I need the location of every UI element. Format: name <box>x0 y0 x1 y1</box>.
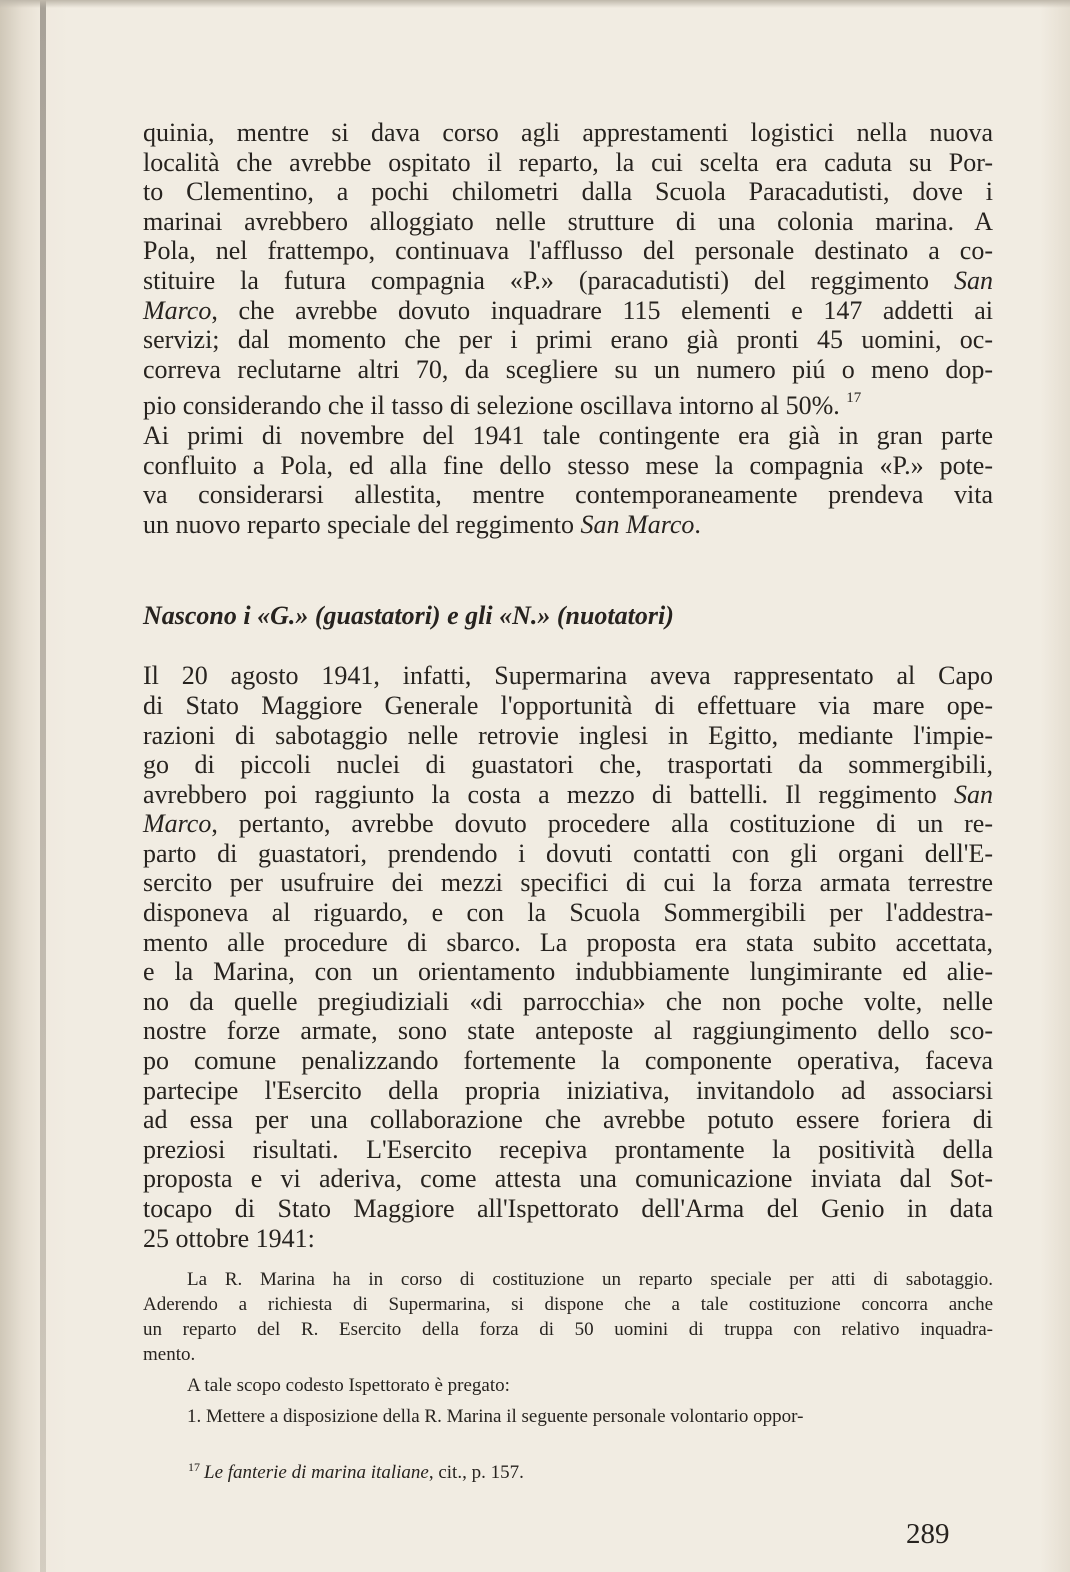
text-line: Pola, nel frattempo, continuava l'afflusso del personale destinato a co- <box>143 236 993 266</box>
text-line: pio considerando che il tasso di selezione oscillava intorno al 50%. <box>143 391 840 421</box>
page-number: 289 <box>906 1518 950 1550</box>
text-line: mento alle procedure di sbarco. La proposta era stata subito accettata, <box>143 927 993 957</box>
text-line: correva reclutarne altri 70, da scegliere su un numero piú o meno dop- <box>143 354 993 384</box>
text-line: marinai avrebbero alloggiato nelle strutture di una colonia marina. A <box>143 206 993 236</box>
text-line: va considerarsi allestita, mentre contemporaneamente prendeva vita <box>143 480 993 510</box>
paragraph-2 <box>143 661 993 1253</box>
page-top-edge <box>0 0 1070 8</box>
text-line: servizi; dal momento che per i primi erano già pronti 45 uomini, oc- <box>143 325 993 355</box>
text-line: sercito per usufruire dei mezzi specifici di cui la forza armata terrestre <box>143 868 993 898</box>
footnote-title: Le fanterie di marina italiane <box>204 1462 429 1483</box>
quote-line: mento. <box>143 1344 196 1366</box>
quote-line: La R. Marina ha in corso di costituzione un reparto speciale per atti di sabotaggio. <box>187 1269 993 1291</box>
book-spine-shadow <box>40 0 46 1572</box>
page-content <box>143 118 993 1429</box>
section-heading: Nascono i «G.» (guastatori) e gli «N.» (nuotatori) <box>143 601 674 631</box>
text-line: razioni di sabotaggio nelle retrovie inglesi in Egitto, mediante l'impie- <box>143 720 993 750</box>
text-line: Marco, che avrebbe dovuto inquadrare 115 elementi e 147 addetti ai <box>143 295 993 325</box>
text-line: confluito a Pola, ed alla fine dello stesso mese la compagnia «P.» pote- <box>143 450 993 480</box>
text-line: Il 20 agosto 1941, infatti, Supermarina aveva rappresentato al Capo <box>143 661 993 691</box>
text-line: avrebbero poi raggiunto la costa a mezzo di battelli. Il reggimento San <box>143 779 993 809</box>
quote-list-item <box>143 1404 993 1429</box>
text-line: nostre forze armate, sono state anteposte al raggiungimento dello sco- <box>143 1016 993 1046</box>
text-line: proposta e vi aderiva, come attesta una comunicazione inviata dal Sot- <box>143 1164 993 1194</box>
text-line: preziosi risultati. L'Esercito recepiva prontamente la positività della <box>143 1134 993 1164</box>
footnote-number: 17 <box>188 1460 200 1474</box>
text-line: Marco, pertanto, avrebbe dovuto procedere alla costituzione di un re- <box>143 809 993 839</box>
text-line: disponeva al riguardo, e con la Scuola Sommergibili per l'addestra- <box>143 898 993 928</box>
text-line: no da quelle pregiudiziali «di parrocchia» che non poche volte, nelle <box>143 986 993 1016</box>
text-line: stituire la futura compagnia «P.» (paracadutisti) del reggimento San <box>143 265 993 295</box>
footnote-citation: , cit., p. 157. <box>428 1462 524 1483</box>
paragraph-1 <box>143 118 993 539</box>
text-line: parto di guastatori, prendendo i dovuti contatti con gli organi dell'E- <box>143 838 993 868</box>
quote-paragraph <box>143 1267 993 1367</box>
quote-line: un reparto del R. Esercito della forza di 50 uomini di truppa con relativo inquadra- <box>143 1319 993 1341</box>
text-line-with-note <box>143 384 993 421</box>
quote-line: A tale scopo codesto Ispettorato è pregato: <box>187 1375 510 1397</box>
block-quote <box>143 1267 993 1429</box>
text-line: Ai primi di novembre del 1941 tale contingente era già in gran parte <box>143 420 993 450</box>
text-line: to Clementino, a pochi chilometri dalla Scuola Paracadutisti, dove i <box>143 177 993 207</box>
quote-line: 1. Mettere a disposizione della R. Marina il seguente personale volontario oppor- <box>187 1406 804 1428</box>
text-line: un nuovo reparto speciale del reggimento San Marco. <box>143 509 701 539</box>
quote-line: Aderendo a richiesta di Supermarina, si dispone che a tale costituzione concorra anche <box>143 1294 993 1316</box>
text-line: località che avrebbe ospitato il reparto, la cui scelta era caduta su Por- <box>143 147 993 177</box>
text-line: quinia, mentre si dava corso agli apprestamenti logistici nella nuova <box>143 118 993 147</box>
text-line: go di piccoli nuclei di guastatori che, trasportati da sommergibili, <box>143 750 993 780</box>
footnote-reference[interactable]: 17 <box>846 390 862 407</box>
text-line: 25 ottobre 1941: <box>143 1223 315 1253</box>
text-line: di Stato Maggiore Generale l'opportunità di effettuare via mare ope- <box>143 690 993 720</box>
text-line: po comune penalizzando fortemente la componente operativa, faceva <box>143 1046 993 1076</box>
text-line: partecipe l'Esercito della propria iniziativa, invitandolo ad associarsi <box>143 1075 993 1105</box>
text-line: e la Marina, con un orientamento indubbiamente lungimirante ed alie- <box>143 957 993 987</box>
text-line: tocapo di Stato Maggiore all'Ispettorato dell'Arma del Genio in data <box>143 1194 993 1223</box>
footnote <box>188 1455 524 1485</box>
quote-paragraph <box>143 1373 993 1398</box>
text-line: ad essa per una collaborazione che avrebbe potuto essere foriera di <box>143 1105 993 1135</box>
